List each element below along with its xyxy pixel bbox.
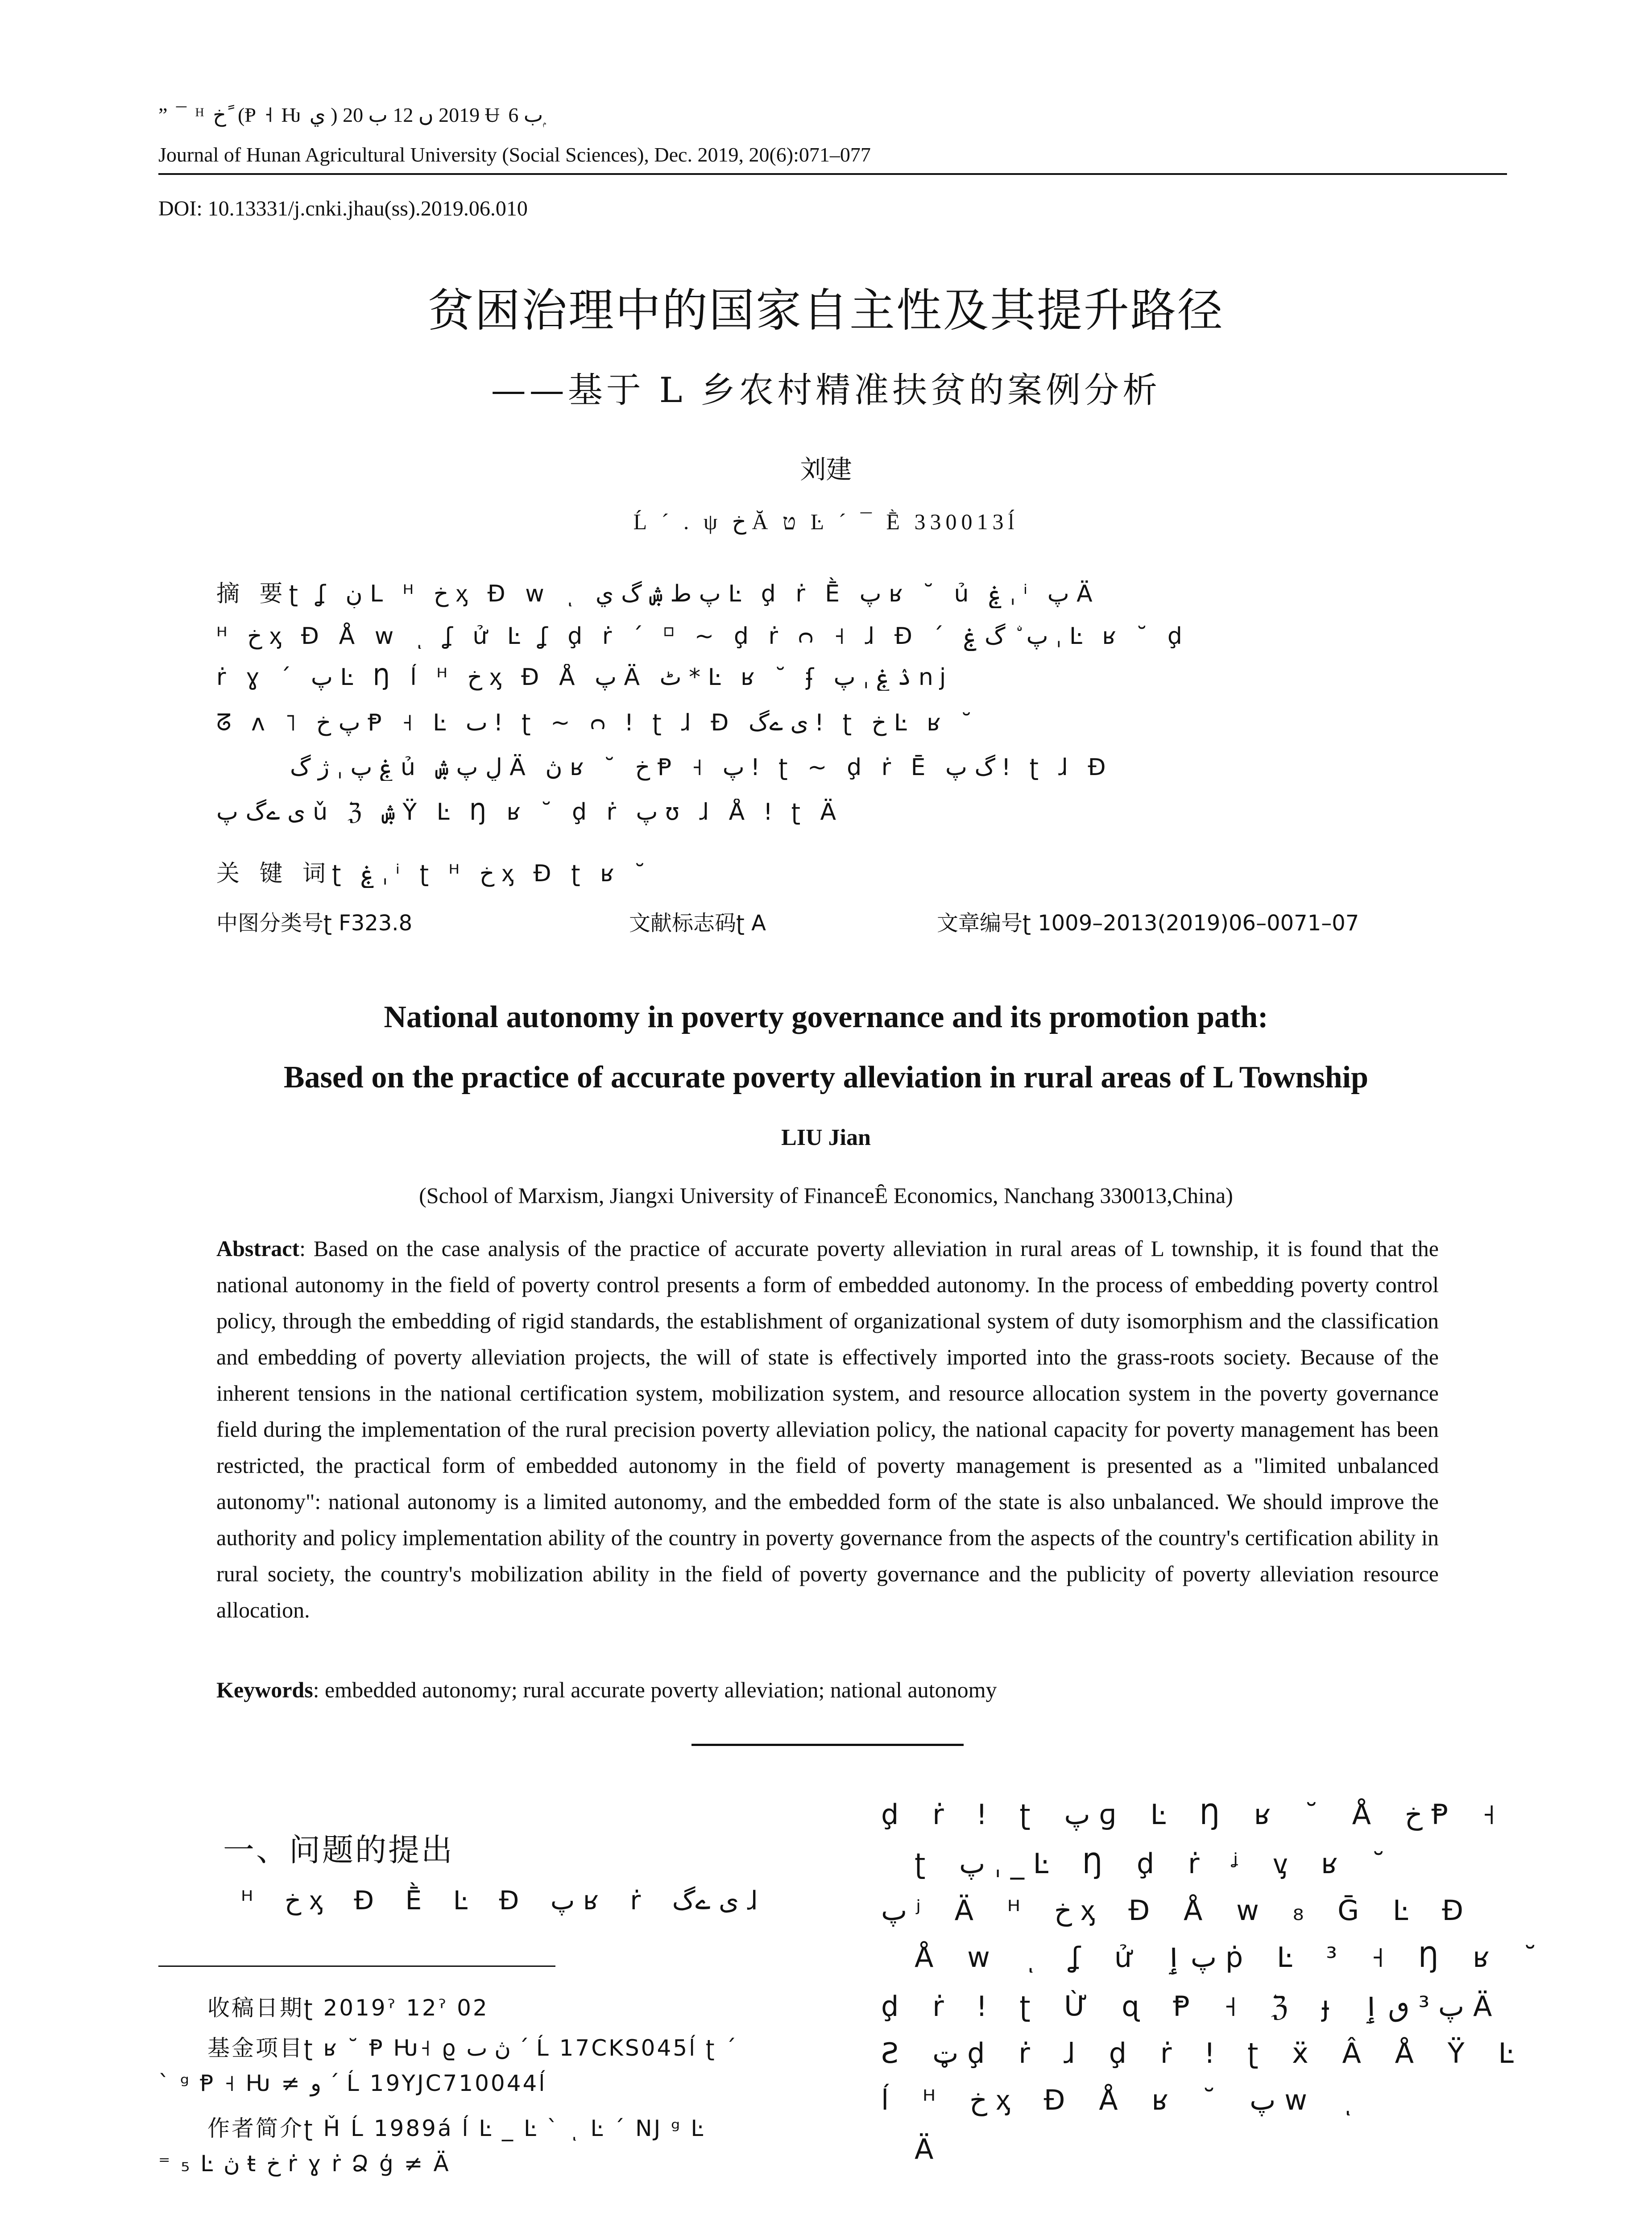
- keywords-text: : embedded autonomy; rural accurate poverty alleviation; national autonomy: [313, 1677, 997, 1702]
- doi: DOI: 10.13331/j.cnki.jhau(ss).2019.06.010: [158, 197, 528, 220]
- footnote-author: 作者简介ʈ Ȟ Ĺ 1989á ĺ Ŀ _ Ŀ ` ͺ Ŀ ´ NJ ᵍ Ŀ: [207, 2115, 705, 2141]
- paper-title-cn: 贫困治理中的国家自主性及其提升路径: [428, 284, 1224, 337]
- abstract-label: Abstract: [216, 1236, 300, 1261]
- body-text-line: ᴴ خ ᶍ Đ Ḕ Ŀ Đ پ ʁ ṙ ی ےگ ɺ: [241, 1885, 770, 1916]
- clc-number: 中图分类号ʈ F323.8: [216, 911, 413, 936]
- separator-rule: [691, 1744, 964, 1746]
- journal-header-en: Journal of Hunan Agricultural University (Social Sciences), Dec. 2019, 20(6):071–077: [158, 143, 871, 166]
- footnote-rule: [158, 1966, 555, 1967]
- article-number: 文章编号ʈ 1009–2013(2019)06–0071–07: [937, 911, 1359, 936]
- abstract-cn-line: 摘 要ʈ ʆ ڹ L ᴴ خ ᶍ Đ w ͺ پ ط ۺ گ ي Ŀ ḑ ṙ Ḕ پ ʁ ˘ ủ ۼ ˌ ⁱ پ Ä: [216, 581, 1099, 607]
- body-text-line: Å w ͺ ʆ ử پ ٳ ṗ Ŀ ³ ˧ Ŋ ʁ ˘: [915, 1941, 1550, 1974]
- journal-header-cn: ” ¯ ᴴ خ ً (Ᵽ ˧ Ƕ ي ) 2019 ں 12 ب 20 Ʉ ب 6 ۭ: [158, 104, 548, 126]
- abstract-text: : Based on the case analysis of the practice of accurate poverty alleviation in rural areas of L township, it is found that the national autonomy in the field of poverty control presents a form of embedded autonomy. In the process of embedding poverty control policy, through the embedding of rigid standards, the establishment of organizational system of duty isomorphism and the classification and embedding of poverty alleviation projects, the will of state is effectively imported into the grass-roots society. Because of the inherent tensions in the national certification system, mobilization system, and resource allocation system in the poverty governance field during the implementation of the rural precision poverty alleviation policy, the national capacity for poverty management has been restricted, the practical form of embedded autonomy in the field of poverty management is presented as a "limited unbalanced autonomy": national autonomy is a limited autonomy, and the embedded form of the state is also unbalanced. We should improve the authority and policy implementation ability of the country in poverty governance from the aspects of the country's certification ability in rural society, the country's mobilization ability in the field of poverty governance and the publicity of poverty alleviation resource allocation.: [216, 1236, 1439, 1622]
- body-text-line: ḑ ṙ ǃ ʈ پ ɡ Ŀ Ŋ ʁ ˘ Å خ Ᵽ ˧: [881, 1798, 1508, 1831]
- keywords-label: Keywords: [216, 1677, 313, 1702]
- keywords-cn: 关 键 词ʈ ۼ ˌ ⁱ ʈ ᴴ خ ᶍ Đ ʈ ʁ ˘: [216, 860, 652, 887]
- affiliation-en: (School of Marxism, Jiangxi University of FinanceȆ Economics, Nanchang 330013,China): [419, 1183, 1233, 1208]
- body-text-line: ĺ ᴴ خ ᶍ Đ Å ʁ ˘ پ w ͺ: [881, 2084, 1367, 2116]
- affiliation-cn: Ĺ ´ . ψ خ Ᾰ ט Ŀ ´ ¯ Ḕ 330013ĺ: [633, 509, 1019, 534]
- abstract-en: [216, 1231, 1439, 1628]
- keywords-en: [216, 1677, 1439, 1703]
- body-text-line: Ƨ ټ ḑ ṙ ɺ ḑ ṙ ǃ ʈ ẍ Â Å Ÿ Ŀ: [881, 2037, 1526, 2069]
- author-cn: 刘建: [800, 454, 852, 485]
- footnote-fund: 基金项目ʈ ʁ ˘ Ᵽ Ƕ˧ ϱ ڽ ٮ ´ Ĺ 17CKS045ĺ ʈ ´: [207, 2035, 738, 2061]
- document-code: 文献标志码ʈ A: [629, 911, 766, 936]
- footnote-received: 收稿日期ʈ 2019ˀ 12ˀ 02: [207, 1995, 489, 2021]
- body-text-line: ḑ ṙ ǃ ʈ Ừ ɋ Ᵽ ˧ ℨ ɟ پ ³ ٯ ٳ Ä: [881, 1990, 1505, 2023]
- body-text-line: پ ʲ Ä ᴴ خ ᶍ Đ Å w ₈ Ḡ Ŀ Đ: [881, 1894, 1476, 1927]
- footnote-fund: ˋ ᵍ Ᵽ ˧ Ƕ ≠ ﻭ ´ Ĺ 19YJC710044ĺ: [158, 2070, 547, 2096]
- abstract-cn-line: ᴴ خ ᶍ Đ Å w ͺ ʆ ử Ŀ ʆ ḑ ṙ ´ ⸋ ~ ḑ ṙ ᴒ ˧ ɺ Đ ´ پ ۨ گ ۼ ˌ Ŀ ʁ ˘ ḑ: [216, 623, 1188, 650]
- abstract-cn-line: ṙ ɣ ´ پ Ŀ Ŋ ĺ ᴴ خ ᶍ Đ Å پ Ä ٹ * Ŀ ʁ ˘ ʄ ۮ ۼ ˌ پ nj: [216, 664, 952, 691]
- abstract-cn-line: ی ےگ پ ǔ ℨ ۺ Ÿ Ŀ Ŋ ʁ ˘ ḑ ṙ پ ʊ ɺ Å ǃ ʈ Ä: [216, 799, 843, 825]
- section-heading: 一、问题的提出: [223, 1832, 454, 1868]
- paper-title-en: National autonomy in poverty governance and its promotion path:: [384, 1000, 1268, 1034]
- abstract-cn-line: ᘔ ʌ ˥ پ خ Ᵽ ˧ Ŀ ٮ ǃ ʈ ~ ᴒ ǃ ʈ ɺ Đ ی ےگ ǃ ʈ خ Ŀ ʁ ˘: [216, 709, 979, 736]
- body-text-line: Ä: [915, 2133, 946, 2165]
- abstract-cn-line: ۼ پ ˌ ژ گ ủ ڸ پ ۺ Ä ڽ ʁ ˘ خ Ᵽ ˧ پ ǃ ʈ ~ ḑ ṙ Ḕ گ پ ǃ ʈ ɺ Đ: [290, 754, 1112, 781]
- author-en: LIU Jian: [781, 1125, 871, 1150]
- paper-subtitle-en: Based on the practice of accurate poverty alleviation in rural areas of L Township: [283, 1060, 1369, 1095]
- header-rule: [158, 173, 1507, 175]
- paper-subtitle-cn: ——基于 L 乡农村精准扶贫的案例分析: [491, 370, 1161, 411]
- body-text-line: ʈ پ ˌ _ Ŀ Ŋ ḑ ṙ ᶨ ᶌ ʁ ˘: [915, 1847, 1398, 1880]
- footnote-author: ⁼ ₅ Ŀ ڽ ŧ خ ṙ ɣ ṙ Ձ ģ ≠ Ä: [158, 2151, 451, 2177]
